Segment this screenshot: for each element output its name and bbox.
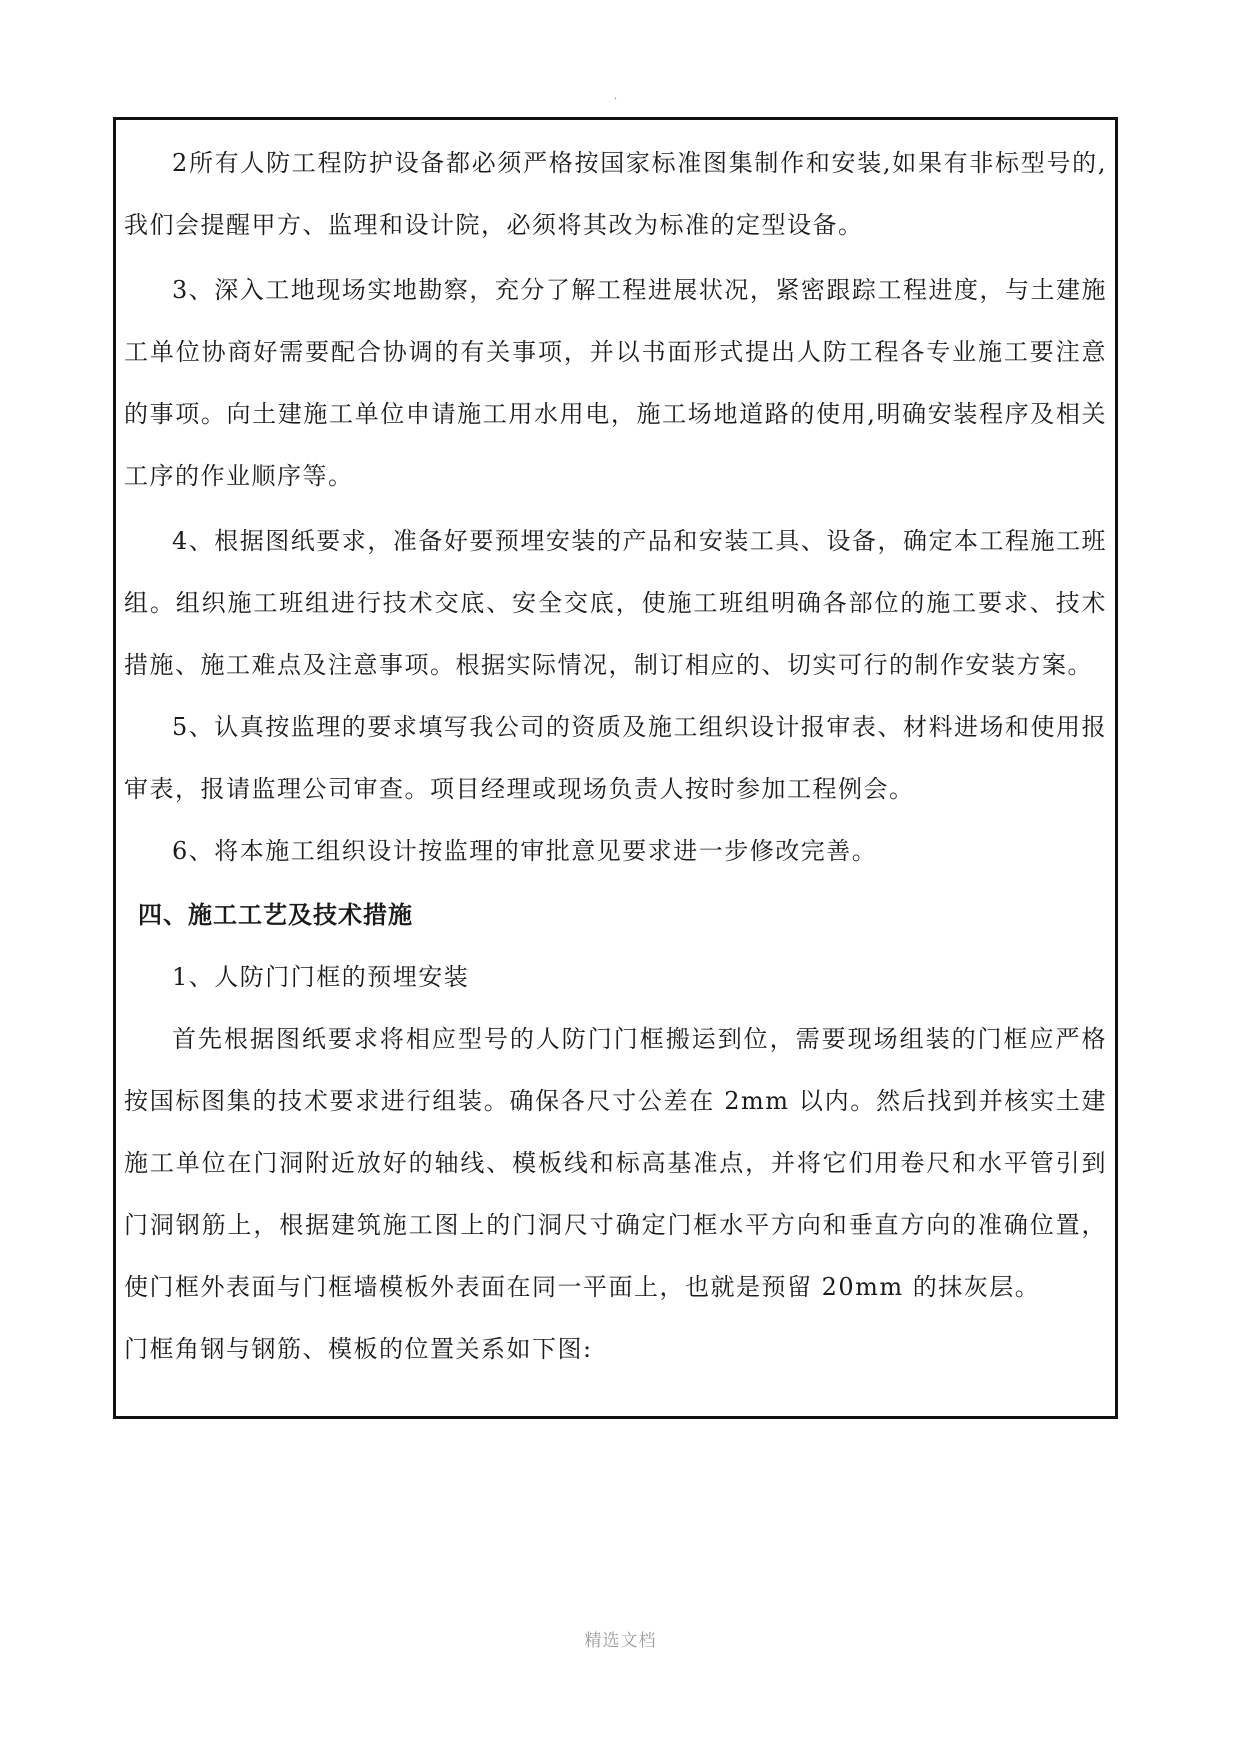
- paragraph-item-2: 2所有人防工程防护设备都必须严格按国家标准图集制作和安装,如果有非标型号的,我们会提醒甲方、监理和设计院，必须将其改为标准的定型设备。: [124, 149, 1107, 239]
- section-paragraph: 首先根据图纸要求将相应型号的人防门门框搬运到位，需要现场组装的门框应严格按国标图集的技术要求进行组装。确保各尺寸公差在 2mm 以内。然后找到并核实土建施工单位在门洞附近放好的轴线、模板线和标高基准点，并将它们用卷尺和水平管引到门洞钢筋上，根据建筑施工图上的门洞尺寸确定门框水平方向和垂直方向的准确位置，使门框外表面与门框墙模板外表面在同一平面上，也就是预留 20mm 的抹灰层。: [124, 1025, 1107, 1301]
- paragraph-item-3: 3、深入工地现场实地勘察，充分了解工程进展状况，紧密跟踪工程进度，与土建施工单位协商好需要配合协调的有关事项，并以书面形式提出人防工程各专业施工要注意的事项。向土建施工单位申请施工用水用电，施工场地道路的使用,明确安装程序及相关工序的作业顺序等。: [124, 276, 1107, 490]
- paragraph-item-4: 4、根据图纸要求，准备好要预埋安装的产品和安装工具、设备，确定本工程施工班组。组织施工班组进行技术交底、安全交底，使施工班组明确各部位的施工要求、技术措施、施工难点及注意事项。根据实际情况，制订相应的、切实可行的制作安装方案。: [124, 527, 1107, 679]
- page-top-mark: ·: [614, 94, 618, 105]
- paragraph-item-6: 6、将本施工组织设计按监理的审批意见要求进一步修改完善。: [172, 837, 878, 865]
- content-frame: [113, 117, 1118, 1419]
- subsection-title: 1、人防门门框的预埋安装: [172, 963, 470, 991]
- page-footer: 精选文档: [584, 1631, 657, 1651]
- figure-caption: 门框角钢与钢筋、模板的位置关系如下图:: [124, 1335, 593, 1363]
- section-heading: 四、施工工艺及技术措施: [138, 901, 413, 929]
- paragraph-item-5: 5、认真按监理的要求填写我公司的资质及施工组织设计报审表、材料进场和使用报审表，报请监理公司审查。项目经理或现场负责人按时参加工程例会。: [124, 713, 1107, 803]
